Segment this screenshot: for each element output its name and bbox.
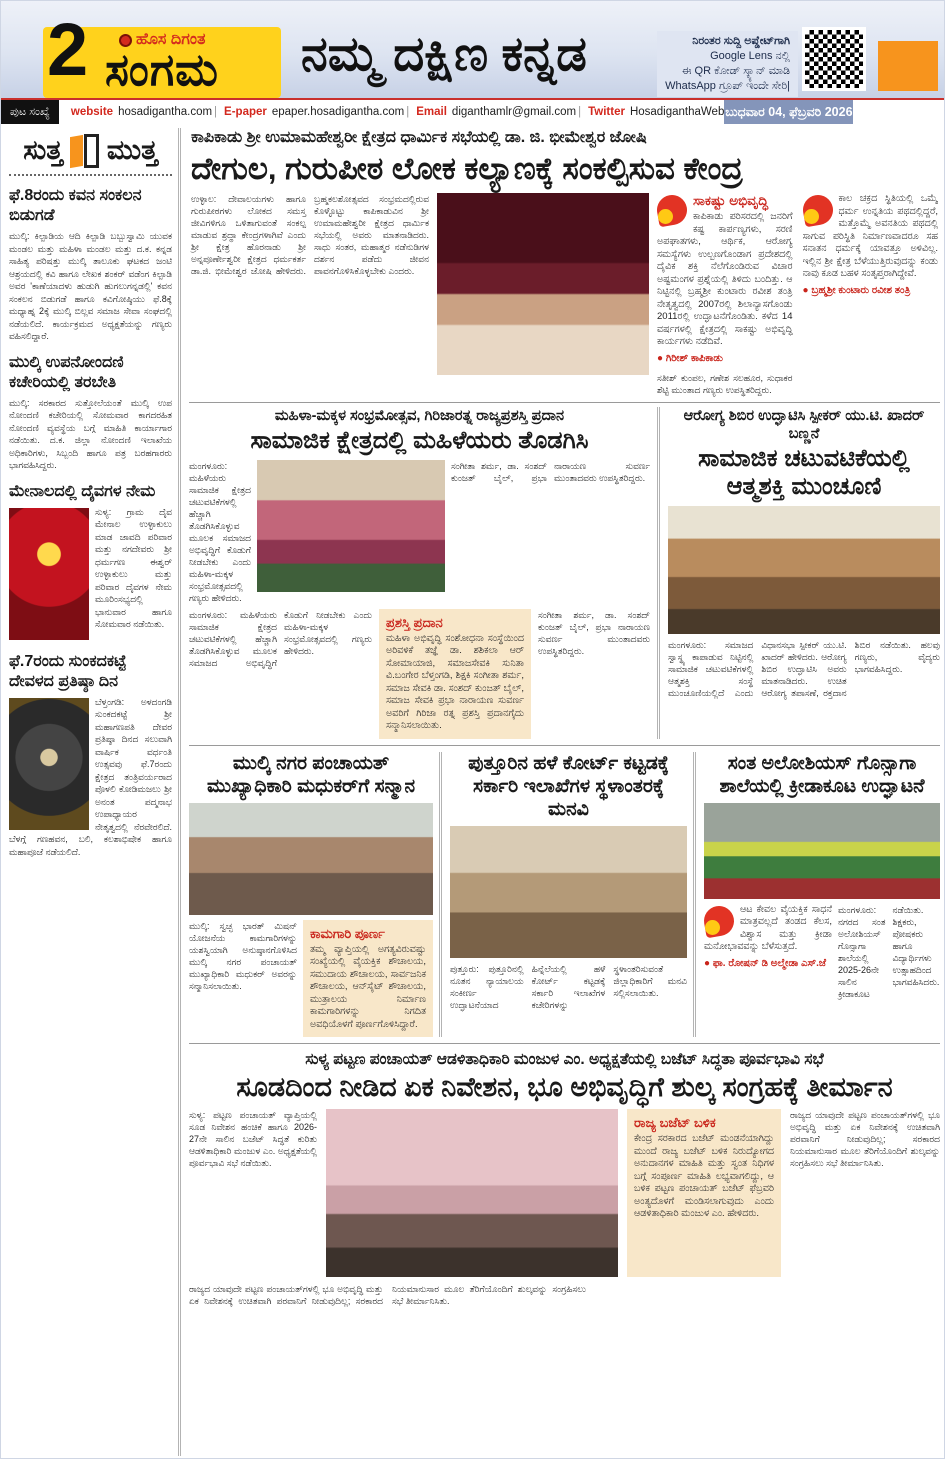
- brand-name: ಹೊಸ ದಿಗಂತ: [136, 31, 206, 48]
- article-headline: ಸೂಡದಿಂದ ನೀಡಿದ ಏಕ ನಿವೇಶನ, ಭೂ ಅಭಿವೃದ್ಧಿಗೆ ಶುಲ್ಕ ಸಂಗ್ರಹಕ್ಕೆ ತೀರ್ಮಾನ: [236, 1072, 893, 1102]
- article-body: ಮಂಗಳೂರು: ಮಹಿಳೆಯರು ಸಾಮಾಜಿಕ ಕ್ಷೇತ್ರದ ಚಟುವಟಿಕೆಗಳಲ್ಲಿ ಹೆಚ್ಚಾಗಿ ತೊಡಗಿಸಿಕೊಳ್ಳುವ ಮೂಲಕ ಸಮಾಜದ ಅಭಿವೃದ್ಧಿಗೆ ಕೊಡುಗೆ ನೀಡಬೇಕು ಎಂದು ಮಹಿಳಾ-ಮಕ್ಕಳ ಸಂಭ್ರಮೋತ್ಸವದಲ್ಲಿ ಗಣ್ಯರು ಹೇಳಿದರು.: [189, 460, 251, 603]
- women-event-photo: [257, 460, 445, 592]
- sidebar-article-daiva-nema: [9, 482, 172, 642]
- promo-line: ಈ QR ಕೋಡ್ ಸ್ಕ್ಯಾನ್ ಮಾಡಿ: [681, 65, 790, 77]
- promo-line: Google Lens ನಲ್ಲಿ: [710, 50, 790, 62]
- article-headline: ಫೆ.8ರಂದು ಕವನ ಸಂಕಲನ ಬಿಡುಗಡೆ: [9, 187, 142, 224]
- deity-photo: [9, 508, 89, 640]
- box-title: ಕಾಮಗಾರಿ ಪೂರ್ಣ: [310, 925, 385, 941]
- masthead: [1, 1, 944, 98]
- works-complete-box: [303, 920, 433, 1038]
- promo-line: WhatsApp ಗ್ರೂಪ್ ಇಂದೇ ಸೇರಿ|: [665, 80, 790, 92]
- orange-decoration: [878, 41, 938, 91]
- temple-event-photo: [437, 193, 649, 375]
- article-mulki-sanman: [189, 752, 439, 1038]
- edition-name: ಸಂಗಮ: [105, 44, 219, 95]
- sidebar-sutta-mutta: [1, 124, 177, 1459]
- date-badge: ಬುಧವಾರ 04, ಫೆಬ್ರವರಿ 2026: [724, 100, 853, 124]
- page-title: ನಮ್ಮ ದಕ್ಷಿಣ ಕನ್ನಡ: [301, 28, 587, 81]
- box-text: ಮಹಿಳಾ ಅಭಿವೃದ್ಧಿ ಸಂಶೋಧನಾ ಸಂಸ್ಥೆಯಿಂದ ಅರಿವಳಿಕೆ ತಜ್ಞೆ ಡಾ. ಶಶಿಕಲಾ ಆರ್ ಸೋಮಾಯಾಜಿ, ಸಮಾಜಸೇವಕಿ ಸುನಿತಾ ವಿ.ಬಂಗೇರ ಬೆಳ್ತಂಗಡಿ, ಶಿಕ್ಷಕಿ ಸಂಗೀತಾ ಶರ್ಮ, ಸಮಾಜ ಸೇವಕಿ ಡಾ. ಸಂಶದ್ ಕುಂಜತ್ ಬೈಲ್, ಸಮಾಜ ಸೇವಕಿ ಪ್ರಭಾ ನಾರಾಯಣ ಸುವರ್ಣ ಅವರಿಗೆ ಗಿರಿಜಾ ರತ್ನ ಪ್ರಶಸ್ತಿ ಪ್ರದಾನಗೈದು ಸನ್ಮಾನಿಸಲಾಯಿತು.: [386, 632, 524, 731]
- article-kicker: ಆರೋಗ್ಯ ಶಿಬಿರ ಉದ್ಘಾಟಿಸಿ ಸ್ಪೀಕರ್ ಯು.ಟಿ. ಖಾದರ್ ಬಣ್ಣನೆ: [683, 407, 925, 442]
- article-headline: ಸಂತ ಅಲೋಶಿಯಸ್ ಗೊನ್ಸಾಗಾ ಶಾಲೆಯಲ್ಲಿ ಕ್ರೀಡಾಕೂಟ ಉದ್ಘಾಟನೆ: [719, 752, 925, 797]
- article-kicker: ಮಹಿಳಾ-ಮಕ್ಕಳ ಸಂಭ್ರಮೋತ್ಸವ, ಗಿರಿಜಾರತ್ನ ರಾಜ್ಯಪ್ರಶಸ್ತಿ ಪ್ರದಾನ: [274, 407, 565, 424]
- health-camp-photo: [668, 506, 940, 634]
- box-text: ತಮ್ಮ ವ್ಯಾಪ್ತಿಯಲ್ಲಿ ಅಗತ್ಯವಿರುವಷ್ಟು ಸಂಖ್ಯೆಯಲ್ಲಿ ವೈಯಕ್ತಿಕ ಶೌಚಾಲಯ, ಸಮುದಾಯ ಶೌಚಾಲಯ, ಸಾರ್ವಜನಿಕ ಶೌಚಾಲಯ, ಆನ್‌ಸೈಟ್ ಶೌಚಾಲಯ, ಮುತ್ರಾಲಯ ನಿರ್ಮಾಣ ಕಾಮಗಾರಿಗಳನ್ನು ನಿಗದಿತ ಅವಧಿಯೊಳಗೆ ಪೂರ್ಣಗೊಳಿಸಿದ್ದಾರೆ.: [310, 943, 426, 1030]
- quote-box-development: [657, 193, 793, 364]
- sidebar-article-training: [9, 353, 172, 472]
- website-label: website: [70, 106, 114, 118]
- article-body: ಸುಳ್ಯ: ಪಟ್ಟಣ ಪಂಚಾಯತ್ ವ್ಯಾಪ್ತಿಯಲ್ಲಿ ಸೂಡ ನಿವೇಶನ ಹಂಚಿಕೆ ಹಾಗೂ 2026-27ನೇ ಸಾಲಿನ ಬಜೆಟ್ ಸಿದ್ಧತೆ ಕುರಿತು ಆಡಳಿತಾಧಿಕಾರಿ ಮಂಜುಳ ಎಂ. ಅಧ್ಯಕ್ಷತೆಯಲ್ಲಿ ಪೂರ್ವಭಾವಿ ಸಭೆ ನಡೆಯಿತು.: [189, 1110, 317, 1168]
- sidebar-article-pratishta: [9, 652, 172, 859]
- quote-attribution: ● ಬ್ರಹ್ಮಶ್ರೀ ಕುಂಟಾರು ರವೀಶ ತಂತ್ರಿ: [803, 285, 939, 296]
- article-body: ಮುಲ್ಕಿ: ಸರಕಾರದ ಸುತ್ತೋಲೆಯಂತೆ ಮುಲ್ಕಿ ಉಪ ನೋಂದಣಿ ಕಚೇರಿಯಲ್ಲಿ ಸೋಮವಾರ ಕಾಗದರಹಿತ ನೋಂದಣಿ ವ್ಯವಸ್ಥೆಯ ಬಗ್ಗೆ ಮಾಹಿತಿ ಕಾರ್ಯಾಗಾರ ನಡೆಯಿತು. ದ.ಕ. ಜಿಲ್ಲಾ ನೋಂದಣಿ ಇಲಾಖೆಯ ಅಧಿಕಾರಿಗಳು, ಸಿಬ್ಬಂದಿ ಹಾಗೂ ಪತ್ರ ಬರಹಗಾರರು ಭಾಗವಹಿಸಿದ್ದರು.: [9, 397, 172, 470]
- article-body: ಮುಲ್ಕಿ: ಕಿಲ್ಪಾಡಿಯ ಆದಿ ಕಿಲ್ಪಾಡಿ ಬಬ್ಬುಸ್ವಾಮಿ ಯುವಕ ಮಂಡಲ ಮತ್ತು ಮಹಿಳಾ ಮಂಡಲ ಮತ್ತು ದ.ಕ. ಕನ್ನಡ ಸಾಹಿತ್ಯ ಪರಿಷತ್ತು ಮುಲ್ಕಿ ತಾಲೂಕು ಘಟಕದ ಜಂಟಿ ಆಶ್ರಯದಲ್ಲಿ ಕವಿ ಹಾಗೂ ಲೇಖಕ ಶಂಕರ್ ವಡೆಂಗ ಕಿಲ್ಪಾಡಿ ಅವರ 'ಕಾಣೆಯಾದಳು ಹುಡುಗಿ ಹುಗಲುಗನ್ನಡಲ್ಲಿ' ಕವನ ಸಂಕಲನ ಬಿಡುಗಡೆ ಹಾಗೂ ಕವಿಗೋಷ್ಠಿಯು ಫೆ.8ಕ್ಕೆ ಮಧ್ಯಾಹ್ನ 2ಕ್ಕೆ ಮುಲ್ಕಿ ಬಿಲ್ಲವ ಸಮಾಜ ಸೇವಾ ಸಂಘದಲ್ಲಿ ನಡೆಯಲಿದೆ. ಕಾರ್ಯಕ್ರಮದ ಅಧ್ಯಕ್ಷತೆಯನ್ನು ಗಣ್ಯರು ವಹಿಸಲಿದ್ದಾರೆ.: [9, 231, 172, 341]
- ganesha-photo: [9, 698, 89, 830]
- twitter-handle: HosadiganthaWeb: [629, 106, 725, 118]
- article-headline: ಪುತ್ತೂರಿನ ಹಳೆ ಕೋರ್ಟ್ ಕಟ್ಟಡಕ್ಕೆ ಸರ್ಕಾರಿ ಇಲಾಖೆಗಳ ಸ್ಥಳಾಂತರಕ್ಕೆ ಮನವಿ: [468, 752, 669, 820]
- open-door-icon: [70, 134, 100, 168]
- article-health-camp: [657, 407, 940, 739]
- office-meeting-photo: [450, 826, 687, 958]
- twitter-label: Twitter: [588, 106, 625, 118]
- quote-attribution: ● ಗಿರೀಶ್ ಕಾಪಿಕಾಡು: [657, 353, 793, 364]
- quote-text: ಕಾಪಿಕಾಡು ಪರಿಸರದಲ್ಲಿ ಜನರಿಗೆ ಕಷ್ಟ ಕಾರ್ಪಣ್ಯಗಳು, ಸರಣಿ ಅಪಘಾತಗಳು, ಆರ್ಥಿಕ, ಆರೋಗ್ಯ ಸಮಸ್ಯೆಗಳು ಉಲ್ಬಣಗೊಂಡಾಗ ಪ್ರದೇಶದಲ್ಲಿ ದೈವಿಕ ಶಕ್ತಿ ನೆಲೆಗೊಂಡಿರುವ ವಿಚಾರ ಅಷ್ಟಮಂಗಳ ಪ್ರಶ್ನೆಯಲ್ಲಿ ತಿಳಿದು ಬಂದಿತ್ತು. ಆ ನಿಟ್ಟಿನಲ್ಲಿ ಬ್ರಹ್ಮಶ್ರೀ ಕುಂಟಾರು ರವೀಶ ತಂತ್ರಿ ನೇತೃತ್ವದಲ್ಲಿ 2007ರಲ್ಲಿ ಶಿಲಾನ್ಯಾಸಗೊಂಡು 2011ರಲ್ಲಿ ಉದ್ಘಾಟನೆಗೊಂಡಿತು. ಕಳೆದ 14 ವರ್ಷಗಳಲ್ಲಿ ಕ್ಷೇತ್ರದಲ್ಲಿ ಸಾಕಷ್ಟು ಅಭಿವೃದ್ಧಿ ಕಾರ್ಯಗಳು ನಡೆದಿವೆ.: [657, 211, 793, 347]
- email-link: diganthamlr@gmail.com |: [452, 106, 583, 118]
- email-label: Email: [416, 106, 447, 118]
- article-body-lead: ಉಳ್ಳಾಲ: ದೇವಾಲಯಗಳು ಹಾಗೂ ಗುರುಪೀಠಗಳು ಲೋಕದ ಸಮಸ್ತ ಜೀವಿಗಳಿಗೂ ಒಳಿತಾಗುವಂತೆ ಸಂಕಲ್ಪ ಮಾಡುವ ಶ್ರದ್ಧಾ ಕೇಂದ್ರಗಳಾಗಿವೆ ಎಂದು ಶ್ರೀ ಕ್ಷೇತ್ರ ಹೊರನಾಡು ಶ್ರೀ ಅನ್ನಪೂರ್ಣೇಶ್ವರೀ ಕ್ಷೇತ್ರದ ಧರ್ಮಕರ್ತ ಡಾ.ಜಿ. ಭೀಮೇಶ್ವರ ಜೋಷಿ ಹೇಳಿದರು.: [191, 194, 306, 276]
- quote-box-dharma: [803, 193, 939, 364]
- sidebar-section-header: [9, 126, 172, 176]
- article-body: ರಾಜ್ಯದ ಯಾವುದೇ ಪಟ್ಟಣ ಪಂಚಾಯತ್‌ಗಳಲ್ಲಿ ಭೂ ಅಭಿವೃದ್ಧಿ ಮತ್ತು ಏಕ ನಿವೇಶನಕ್ಕೆ ಉಚಿತವಾಗಿ ಪರವಾನಿಗೆ ನೀಡುವುದಿಲ್ಲ; ಸರಕಾರದ ನಿಯಮಾನುಸಾರ ಮೂಲ ತೆರಿಗೆಯೊಂದಿಗೆ ಶುಲ್ಕವನ್ನು ಸಂಗ್ರಹಿಸಲು ಸಭೆ ತೀರ್ಮಾನಿಸಿತು.: [790, 1110, 940, 1168]
- bar-spacer: [853, 100, 944, 124]
- article-kicker: ಕಾಪಿಕಾಡು ಶ್ರೀ ಉಮಾಮಹೇಶ್ವರೀ ಕ್ಷೇತ್ರದ ಧಾರ್ಮಿಕ ಸಭೆಯಲ್ಲಿ ಡಾ. ಜಿ. ಭೀಮೇಶ್ವರ ಜೋಷಿ: [191, 129, 647, 146]
- box-title: ಪ್ರಶಸ್ತಿ ಪ್ರದಾನ: [386, 614, 443, 630]
- article-body: ಪುತ್ತೂರು: ಪುತ್ತೂರಿನಲ್ಲಿ ನೂತನ ನ್ಯಾಯಾಲಯ ಸಂಕೀರ್ಣ ಉದ್ಘಾಟನೆಯಾದ ಹಿನ್ನೆಲೆಯಲ್ಲಿ ಹಳೆ ಕೋರ್ಟ್ ಕಟ್ಟಡಕ್ಕೆ ಸರ್ಕಾರಿ ಇಲಾಖೆಗಳ ಕಚೇರಿಗಳನ್ನು ಸ್ಥಳಾಂತರಿಸುವಂತೆ ಜಿಲ್ಲಾಧಿಕಾರಿಗೆ ಮನವಿ ಸಲ್ಲಿಸಲಾಯಿತು.: [450, 963, 687, 1010]
- epaper-label: E-paper: [224, 106, 267, 118]
- quote-box-sports: [704, 904, 832, 1000]
- article-headline: ಮುಲ್ಕಿ ನಗರ ಪಂಚಾಯತ್ ಮುಖ್ಯಾಧಿಕಾರಿ ಮಧುಕರ್‌ಗೆ ಸನ್ಮಾನ: [206, 752, 416, 797]
- article-school-sports: [693, 752, 940, 1038]
- epaper-link: epaper.hosadigantha.com |: [272, 106, 411, 118]
- award-box: [379, 609, 531, 739]
- section-title-left: ಸುತ್ತ: [23, 135, 63, 165]
- website-link: hosadigantha.com |: [118, 106, 219, 118]
- article-headline: ಸಾಮಾಜಿಕ ಚಟುವಟಿಕೆಯಲ್ಲಿ ಆತ್ಮಶಕ್ತಿ ಮುಂಚೂಣಿ: [698, 444, 910, 500]
- article-temple: [189, 124, 940, 403]
- sports-meet-photo: [704, 803, 940, 899]
- article-kicker: ಸುಳ್ಯ ಪಟ್ಟಣ ಪಂಚಾಯತ್ ಆಡಳಿತಾಧಿಕಾರಿ ಮಂಜುಳ ಎಂ. ಅಧ್ಯಕ್ಷತೆಯಲ್ಲಿ ಬಜೆಟ್ ಸಿದ್ಧತಾ ಪೂರ್ವಭಾವಿ ಸಭೆ: [305, 1051, 824, 1068]
- box-text: ಕೇಂದ್ರ ಸರಕಾರದ ಬಜೆಟ್ ಮಂಡನೆಯಾಗಿದ್ದು ಮುಂದೆ ರಾಜ್ಯ ಬಜೆಟ್ ಬಳಿಕ ನಿರುದ್ಯೋಗದ ಅನುದಾನಗಳ ಮಾಹಿತಿ ಮತ್ತು ಸ್ವಂತ ನಿಧಿಗಳ ಬಗ್ಗೆ ಸಂಪೂರ್ಣ ಮಾಹಿತಿ ಲಭ್ಯವಾಗಲಿದ್ದು, ಆ ಬಳಿಕ ಪಟ್ಟಣ ಪಂಚಾಯತ್ ಬಜೆಟ್ ಫೆಬ್ರವರಿ ಅಂತ್ಯದೊಳಗೆ ಮಂಡಿಸಲಾಗುವುದು ಎಂದು ಆಡಳಿತಾಧಿಕಾರಿ ಮಂಜುಳ ಎಂ. ಹೇಳಿದರು.: [634, 1133, 774, 1219]
- article-body-names: ಸತೀಶ್ ಕುಂಪಲ, ಗಣೇಶ ಸಲಹೂರ, ಸುಧಾಕರ ಶೆಟ್ಟಿ ಮುಂತಾದ ಗಣ್ಯರು ಉಪಸ್ಥಿತರಿದ್ದರು.: [657, 372, 793, 395]
- page-number: 2: [47, 8, 89, 91]
- article-body-continued: ಬ್ರಹ್ಮಕಲಶೋತ್ಸವದ ಸಂಭ್ರಮದಲ್ಲಿರುವ ಕೊಳ್ಳೊಟ್ಟು ಕಾಪಿಕಾಡುವಿನ ಶ್ರೀ ಉಮಾಮಹೇಶ್ವರೀ ಕ್ಷೇತ್ರದ ಧಾರ್ಮಿಕ ಸಭೆಯಲ್ಲಿ ಅವರು ಮಾತನಾಡಿದರು. ಸಾಧು ಸಂತರ, ಮಹಾತ್ಮರ ನಡೆನುಡಿಗಳ ದರ್ಶನ ಪಡೆದು ಜೀವನ ಪಾವನಗೊಳಿಸಿಕೊಳ್ಳಬೇಕು ಎಂದರು.: [314, 194, 429, 276]
- box-title: ರಾಜ್ಯ ಬಜೆಟ್ ಬಳಿಕ: [634, 1115, 716, 1130]
- flame-icon: [657, 195, 687, 225]
- article-body-continued: ರಾಜ್ಯದ ಯಾವುದೇ ಪಟ್ಟಣ ಪಂಚಾಯತ್‌ಗಳಲ್ಲಿ ಭೂ ಅಭಿವೃದ್ಧಿ ಮತ್ತು ಏಕ ನಿವೇಶನಕ್ಕೆ ಉಚಿತವಾಗಿ ಪರವಾನಿಗೆ ನೀಡುವುದಿಲ್ಲ; ಸರಕಾರದ ನಿಯಮಾನುಸಾರ ಮೂಲ ತೆರಿಗೆಯೊಂದಿಗೆ ಶುಲ್ಕವನ್ನು ಸಂಗ್ರಹಿಸಲು ಸಭೆ ತೀರ್ಮಾನಿಸಿತು.: [189, 1284, 586, 1306]
- article-body: ಮಂಗಳೂರು: ಮಹಿಳೆಯರು ಸಾಮಾಜಿಕ ಕ್ಷೇತ್ರದ ಚಟುವಟಿಕೆಗಳಲ್ಲಿ ಹೆಚ್ಚಾಗಿ ತೊಡಗಿಸಿಕೊಳ್ಳುವ ಮೂಲಕ ಸಮಾಜದ ಅಭಿವೃದ್ಧಿಗೆ ಕೊಡುಗೆ ನೀಡಬೇಕು ಎಂದು ಮಹಿಳಾ-ಮಕ್ಕಳ ಸಂಭ್ರಮೋತ್ಸವದಲ್ಲಿ ಗಣ್ಯರು ಹೇಳಿದರು.: [189, 609, 372, 668]
- article-body: ಸಂಗೀತಾ ಶರ್ಮ, ಡಾ. ಸಂಶದ್ ಕುಂಜತ್ ಬೈಲ್, ಪ್ರಭಾ ನಾರಾಯಣ ಸುವರ್ಣ ಮುಂತಾದವರು ಉಪಸ್ಥಿತರಿದ್ದರು.: [451, 460, 650, 483]
- article-body: ಮಂಗಳೂರು: ಸಮಾಜದ ಸ್ವಾಸ್ಥ್ಯ ಕಾಪಾಡುವ ನಿಟ್ಟಿನಲ್ಲಿ ಸಾಮಾಜಿಕ ಚಟುವಟಿಕೆಗಳಲ್ಲಿ ಆತ್ಮಶಕ್ತಿ ಸಂಸ್ಥೆ ಮುಂಚೂಣಿಯಲ್ಲಿದೆ ಎಂದು ವಿಧಾನಸಭಾ ಸ್ಪೀಕರ್ ಯು.ಟಿ. ಖಾದರ್ ಹೇಳಿದರು. ಆರೋಗ್ಯ ಶಿಬಿರ ಉದ್ಘಾಟಿಸಿ ಅವರು ಮಾತನಾಡಿದರು. ಉಚಿತ ಆರೋಗ್ಯ ತಪಾಸಣೆ, ರಕ್ತದಾನ ಶಿಬಿರ ನಡೆಯಿತು. ಹಲವು ಗಣ್ಯರು, ವೈದ್ಯರು ಭಾಗವಹಿಸಿದ್ದರು.: [668, 639, 940, 698]
- info-bar: [1, 98, 944, 124]
- article-headline: ಮುಲ್ಕಿ ಉಪನೋಂದಣಿ ಕಚೇರಿಯಲ್ಲಿ ತರಬೇತಿ: [9, 353, 124, 391]
- felicitation-photo: [189, 803, 433, 915]
- quote-text: ಕಾಲ ಚಕ್ರದ ಸ್ಥಿತಿಯಲ್ಲಿ ಒಮ್ಮೆ ಧರ್ಮ ಉನ್ನತಿಯ ಪಥದಲ್ಲಿದ್ದರೆ, ಮತ್ತೊಮ್ಮೆ ಅವನತಿಯ ಪಥದಲ್ಲಿ ಸಾಗುವ ಪರಿಸ್ಥಿತಿ ನಿರ್ಮಾಣವಾದರೂ ಸಹ ಸನಾತನ ಧರ್ಮಕ್ಕೆ ಯಾವತ್ತೂ ಅಳಿವಿಲ್ಲ. ಇಲ್ಲಿನ ಶ್ರೀ ಕ್ಷೇತ್ರ ಬೆಳೆಯುತ್ತಿರುವುದನ್ನು ಕಂಡು ನಾವು ಕೂಡ ಬಹಳ ಸಂತೃಪ್ತರಾಗಿದ್ದೇವೆ.: [802, 193, 938, 279]
- flame-icon: [704, 906, 734, 936]
- quote-title: ಸಾಕಷ್ಟು ಅಭಿವೃದ್ಧಿ: [693, 193, 769, 208]
- sidebar-article-kavana: [9, 186, 172, 343]
- article-puttur-court: [439, 752, 693, 1038]
- qr-code: [802, 27, 866, 91]
- quote-attribution: ● ಫಾ. ರೋಷನ್ ಡಿ ಅಲ್ಮೇಡಾ ಎಸ್.ಜೆ: [704, 958, 832, 969]
- article-sullia-budget: [189, 1044, 940, 1307]
- article-body: ಸಂಗೀತಾ ಶರ್ಮ, ಡಾ. ಸಂಶದ್ ಕುಂಜತ್ ಬೈಲ್, ಪ್ರಭಾ ನಾರಾಯಣ ಸುವರ್ಣ ಮುಂತಾದವರು ಉಪಸ್ಥಿತರಿದ್ದರು.: [538, 609, 650, 656]
- article-headline: ಸಾಮಾಜಿಕ ಕ್ಷೇತ್ರದಲ್ಲಿ ಮಹಿಳೆಯರು ತೊಡಗಿಸಿ: [250, 426, 589, 454]
- article-body: ಸುಳ್ಯ: ಗ್ರಾಮ ದೈವ ಮೇನಾಲ ಉಳ್ಳಾಕುಲು ಮಾಡ ಜಾವದಿ ಪರಿವಾರ ಮತ್ತು ನಗದೇವರು ಶ್ರೀ ಧರ್ಮಗಣ ಈಶ್ವರ್ ಉಳ್ಳಾಕುಲು ಮತ್ತು ಪರಿವಾರ ದೈವಗಳ ನೇಮ ಮೂರಿಂಸಭ್ಯದಲ್ಲಿ ಭಾನುವಾರ ಹಾಗೂ ಸೋಮವಾರ ನಡೆಯಿತು.: [95, 506, 172, 629]
- article-body: ಮಂಗಳೂರು: ನಗರದ ಸಂತ ಅಲೋಶಿಯಸ್ ಗೊನ್ಸಾಗಾ ಶಾಲೆಯಲ್ಲಿ 2025-26ನೇ ಸಾಲಿನ ಕ್ರೀಡಾಕೂಟ ನಡೆಯಿತು. ಶಿಕ್ಷಕರು, ಪೋಷಕರು ಹಾಗೂ ವಿದ್ಯಾರ್ಥಿಗಳು ಉತ್ಸಾಹದಿಂದ ಭಾಗವಹಿಸಿದರು.: [838, 904, 940, 999]
- flame-icon: [803, 195, 833, 225]
- article-body: ಬೆಳ್ತಂಗಡಿ: ಅಳದಂಗಡಿ ಸುಂಕದಕಟ್ಟೆ ಶ್ರೀ ಮಹಾಗಣಪತಿ ದೇವರ ಪ್ರತಿಷ್ಠಾ ದಿನದ ಸಲುವಾಗಿ ವಾರ್ಷಿಕ ವರ್ಧಂತಿ ಉತ್ಸವವು ಫೆ.7ರಂದು ಕ್ಷೇತ್ರದ ತಂತ್ರಿವರ್ಯರಾದ ಪೊಳಲಿ ಕೋಡಿಮಜಲು ಶ್ರೀ ಅನಂತ ಪದ್ಮನಾಭ ಉಪಾಧ್ಯಾಯರ ನೇತೃತ್ವದಲ್ಲಿ ನೆರವೇರಲಿದೆ. ಬೆಳಗ್ಗೆ ಗಣಹವನ, ಬಲಿ, ಕಲಶಾಭಿಷೇಕ ಹಾಗೂ ಮಹಾಪೂಜೆ ನಡೆಯಲಿದೆ.: [9, 696, 172, 857]
- article-body: ಮುಲ್ಕಿ: ಸ್ವಚ್ಛ ಭಾರತ್ ಮಿಷನ್ ಯೋಜನೆಯ ಕಾಮಗಾರಿಗಳನ್ನು ಯಶಸ್ವಿಯಾಗಿ ಅನುಷ್ಠಾನಗೊಳಿಸಿದ ಮುಲ್ಕಿ ನಗರ ಪಂಚಾಯತ್ ಮುಖ್ಯಾಧಿಕಾರಿ ಮಧುಕರ್ ಅವರನ್ನು ಸನ್ಮಾನಿಸಲಾಯಿತು.: [189, 920, 297, 991]
- budget-meeting-photo: [326, 1109, 618, 1277]
- article-women: [189, 407, 657, 739]
- quote-text: ಆಟ ಕೇವಲ ವೈಯಕ್ತಿಕ ಸಾಧನೆ ಮಾತ್ರವಲ್ಲದೆ ತಂಡದ ಕೆಲಸ, ವಿಶ್ವಾಸ ಮತ್ತು ಕ್ರೀಡಾ ಮನೋಭಾವವನ್ನು ಬೆಳೆಸುತ್ತದೆ.: [704, 903, 832, 952]
- column-divider: [178, 128, 181, 1456]
- page-label: ಪುಟ ಸಂಖ್ಯೆ: [1, 100, 59, 124]
- contact-links: [59, 100, 724, 124]
- budget-box: [627, 1109, 781, 1277]
- promo-line: ನಿರಂತರ ಸುದ್ದಿ ಅಪ್ಡೇಟ್‌ಗಾಗಿ: [692, 35, 790, 47]
- qr-promo-text: [657, 31, 798, 97]
- article-headline: ದೇಗುಲ, ಗುರುಪೀಠ ಲೋಕ ಕಲ್ಯಾಣಕ್ಕೆ ಸಂಕಲ್ಪಿಸುವ ಕೇಂದ್ರ: [191, 151, 743, 186]
- section-title-right: ಮುತ್ತ: [106, 135, 158, 165]
- article-headline: ಫೆ.7ರಂದು ಸುಂಕದಕಟ್ಟೆ ದೇವಳದ ಪ್ರತಿಷ್ಠಾ ದಿನ: [9, 652, 127, 690]
- article-headline: ಮೇನಾಲದಲ್ಲಿ ದೈವಗಳ ನೇಮ: [9, 482, 156, 500]
- article-body: [191, 193, 429, 396]
